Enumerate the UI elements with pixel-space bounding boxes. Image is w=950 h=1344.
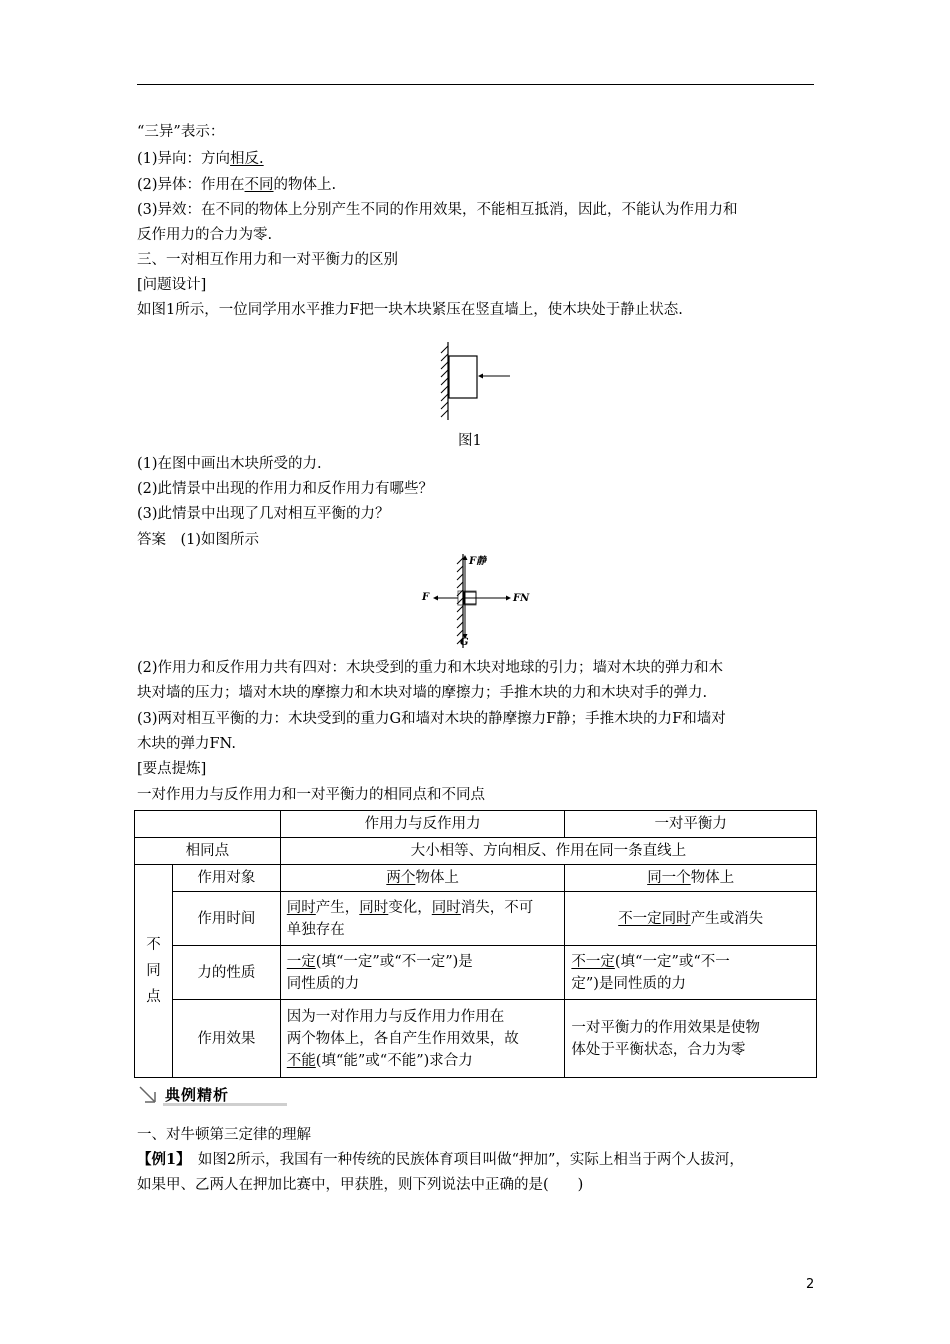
table-row: [135, 838, 817, 865]
text-line: 块对墙的压力；墙对木块的摩擦力和木块对墙的摩擦力；手推木块的力和木块对手的弹力.: [137, 685, 708, 701]
table-cell: 两个物体上: [280, 865, 565, 892]
text-line: 【例1】 如图2所示，我国有一种传统的民族体育项目叫做“押加”，实际上相当于两个人拔河，: [137, 1151, 744, 1168]
text-line: (2)异体：作用在不同的物体上.: [137, 177, 337, 193]
text-line: [问题设计]: [137, 277, 207, 293]
table-cell: 因为一对作用力与反作用力作用在 两个物体上，各自产生作用效果，故 不能(填“能”或“不能”)求合力: [280, 1000, 565, 1078]
table-cell: 力的性质: [172, 946, 280, 1000]
table-cell: 一定(填“一定”或“不一定”)是 同性质的力: [280, 946, 565, 1000]
table-row: [135, 946, 817, 1000]
table-cell: 同时产生，同时变化，同时消失，不可 单独存在: [280, 892, 565, 946]
figure-1: [436, 340, 516, 424]
text-line: (2)此情景中出现的作用力和反作用力有哪些？: [137, 481, 434, 497]
table-cell: 不一定(填“一定”或“不一 定”)是同性质的力: [565, 946, 817, 1000]
label-f-static: F静: [469, 556, 487, 567]
label-g: G: [460, 637, 469, 648]
text-line: 如果甲、乙两人在押加比赛中，甲获胜，则下列说法中正确的是( ): [137, 1177, 584, 1193]
table-header: 一对平衡力: [565, 811, 817, 838]
label-fn: FN: [513, 593, 530, 604]
page-number: 2: [806, 1277, 815, 1292]
section-title: 典例精析: [165, 1086, 230, 1104]
table-row: [135, 865, 817, 892]
text-line: 木块的弹力FN.: [137, 736, 236, 752]
text-line: 如图1所示，一位同学用水平推力F把一块木块紧压在竖直墙上，使木块处于静止状态.: [137, 302, 683, 318]
text-line: (1)在图中画出木块所受的力.: [137, 456, 322, 472]
text-line: (3)异效：在不同的物体上分别产生不同的作用效果，不能相互抵消，因此，不能认为作用力和: [137, 202, 738, 218]
text-line: (1)异向：方向相反.: [137, 151, 264, 167]
figure-1-caption: 图1: [458, 433, 482, 449]
text-line: 答案 (1)如图所示: [137, 532, 260, 548]
text-line: 一对作用力与反作用力和一对平衡力的相同点和不同点: [137, 787, 485, 803]
arrow-icon: [137, 1084, 159, 1106]
header-rule: [137, 84, 814, 85]
table-cell: 相同点: [135, 838, 281, 865]
table-cell: 不一定同时产生或消失: [565, 892, 817, 946]
table-cell: 不同点: [135, 865, 173, 1078]
section-banner: [137, 1083, 289, 1107]
table-row: [135, 892, 817, 946]
text-line: 反作用力的合力为零.: [137, 227, 273, 243]
table-row: [135, 1000, 817, 1078]
text-line: (2)作用力和反作用力共有四对：木块受到的重力和木块对地球的引力；墙对木块的弹力和木: [137, 660, 724, 676]
text-line: “三异”表示：: [137, 124, 225, 140]
text-line: [要点提炼]: [137, 761, 207, 777]
table-cell: 作用效果: [172, 1000, 280, 1078]
table-cell: 一对平衡力的作用效果是使物 体处于平衡状态，合力为零: [565, 1000, 817, 1078]
table-cell: 同一个物体上: [565, 865, 817, 892]
table-cell: 作用时间: [172, 892, 280, 946]
table-cell: 大小相等、方向相反、作用在同一条直线上: [280, 838, 816, 865]
text-line: (3)此情景中出现了几对相互平衡的力？: [137, 506, 390, 522]
text-line: (3)两对相互平衡的力：木块受到的重力G和墙对木块的静摩擦力F静；手推木块的力F和墙对: [137, 711, 726, 727]
text-line: 三、一对相互作用力和一对平衡力的区别: [137, 252, 398, 268]
text-line: 一、对牛顿第三定律的理解: [137, 1127, 311, 1143]
table-header: 作用力与反作用力: [280, 811, 565, 838]
table-cell: 作用对象: [172, 865, 280, 892]
comparison-table: [134, 810, 817, 1078]
label-f: F: [422, 592, 430, 603]
table-row: [135, 811, 817, 838]
